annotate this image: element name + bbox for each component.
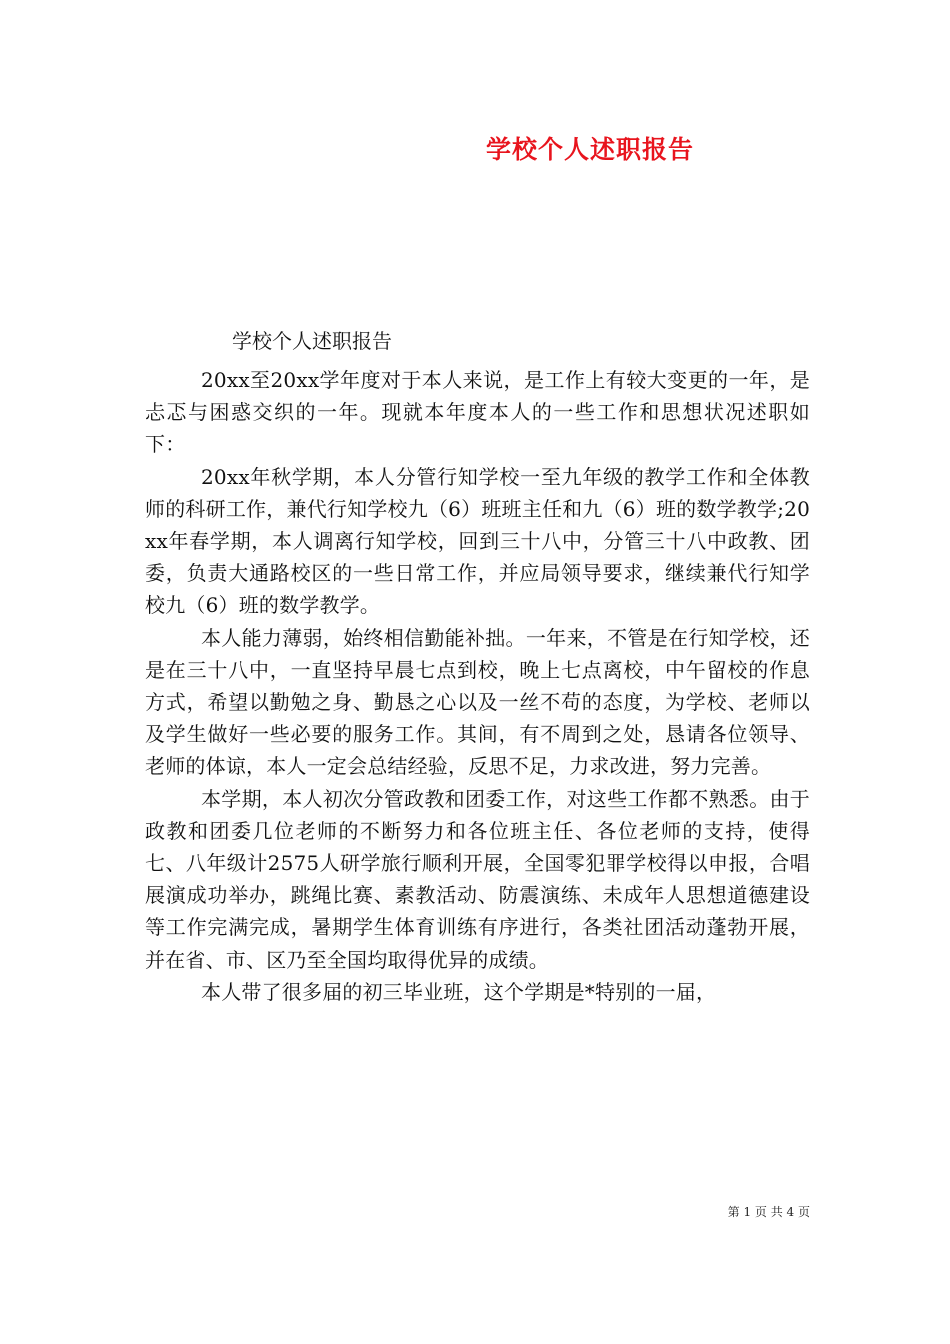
paragraph-4: 本学期，本人初次分管政教和团委工作，对这些工作都不熟悉。由于政教和团委几位老师的不断努力和各位班主任、各位老师的支持，使得七、八年级计2575人研学旅行顺利开展，全国零犯罪学校得以申报，合唱展演成功举办，跳绳比赛、素教活动、防震演练、未成年人思想道德建设等工作完满完成，暑期学生体育训练有序进行，各类社团活动蓬勃开展，并在省、市、区乃至全国均取得优异的成绩。 — [145, 786, 810, 972]
paragraph-5: 本人带了很多届的初三毕业班，这个学期是*特别的一届， — [201, 979, 717, 1004]
paragraph-3: 本人能力薄弱，始终相信勤能补拙。一年来，不管是在行知学校，还是在三十八中，一直坚持早晨七点到校，晚上七点离校，中午留校的作息方式，希望以勤勉之身、勤恳之心以及一丝不苟的态度，为学校、老师以及学生做好一些必要的服务工作。其间，有不周到之处，恳请各位领导、老师的体谅，本人一定会总结经验，反思不足，力求改进，努力完善。 — [145, 625, 810, 779]
page-title: 学校个人述职报告 — [485, 135, 694, 164]
document-subtitle: 学校个人述职报告 — [232, 329, 392, 353]
page-number-footer: 第 1 页 共 4 页 — [727, 1205, 810, 1219]
document-body — [145, 364, 810, 1008]
paragraph-1: 20xx至20xx学年度对于本人来说，是工作上有较大变更的一年，是忐忑与困惑交织的一年。现就本年度本人的一些工作和思想状况述职如下： — [145, 368, 810, 457]
paragraph-2: 20xx年秋学期，本人分管行知学校一至九年级的教学工作和全体教师的科研工作，兼代行知学校九（6）班班主任和九（6）班的数学教学;20xx年春学期，本人调离行知学校，回到三十八中，分管三十八中政教、团委，负责大通路校区的一些日常工作，并应局领导要求，继续兼代行知学校九（6）班的数学教学。 — [145, 464, 810, 618]
